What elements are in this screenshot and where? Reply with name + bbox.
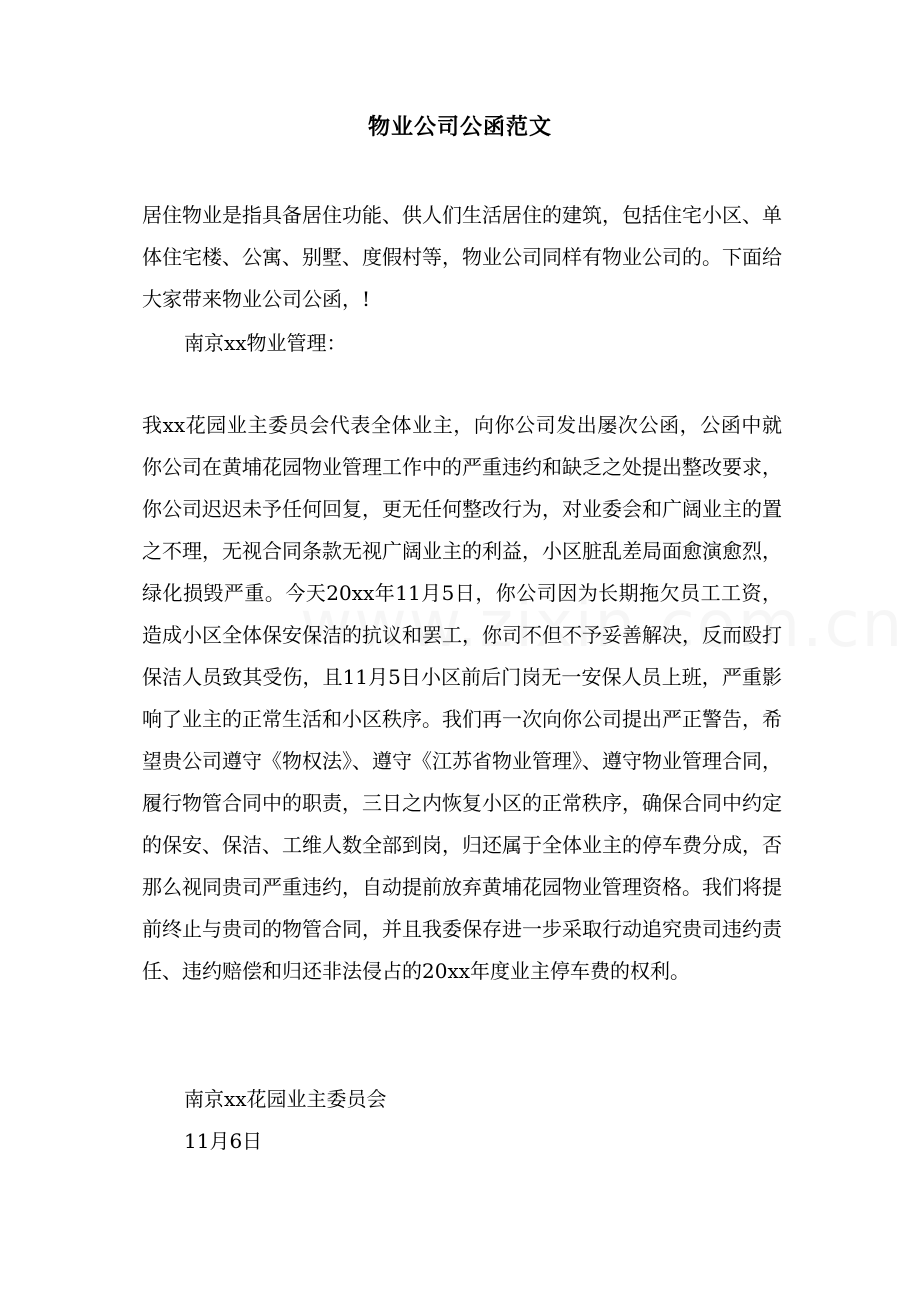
body-paragraph: 我xx花园业主委员会代表全体业主，向你公司发出屡次公函，公函中就你公司在黄埔花园物业管理工作中的严重违约和缺乏之处提出整改要求，你公司迟迟未予任何回复，更无任何整改行为，对业委会和广阔业主的置之不理，无视合同条款无视广阔业主的利益，小区脏乱差局面愈演愈烈，绿化损毁严重。今天20xx年11月5日，你公司因为长期拖欠员工工资，造成小区全体保安保洁的抗议和罢工，你司不但不予妥善解决，反而殴打保洁人员致其受伤，且11月5日小区前后门岗无一安保人员上班，严重影响了业主的正常生活和小区秩序。我们再一次向你公司提出严正警告，希望贵公司遵守《物权法》、遵守《江苏省物业管理》、遵守物业管理合同，履行物管合同中的职责，三日之内恢复小区的正常秩序，确保合同中约定的保安、保洁、工维人数全部到岗，归还属于全体业主的停车费分成，否那么视同贵司严重违约，自动提前放弃黄埔花园物业管理资格。我们将提前终止与贵司的物管合同，并且我委保存进一步采取行动追究贵司违约责任、违约赔偿和归还非法侵占的20xx年度业主停车费的权利。 — [142, 413, 782, 983]
signature: 南京xx花园业主委员会 — [184, 1087, 387, 1111]
document-title: 物业公司公函范文 — [367, 114, 552, 140]
intro-paragraph: 居住物业是指具备居住功能、供人们生活居住的建筑，包括住宅小区、单体住宅楼、公寓、别墅、度假村等，物业公司同样有物业公司的。下面给大家带来物业公司公函，! — [142, 203, 782, 311]
salutation: 南京xx物业管理： — [184, 331, 347, 355]
date: 11月6日 — [184, 1129, 263, 1153]
